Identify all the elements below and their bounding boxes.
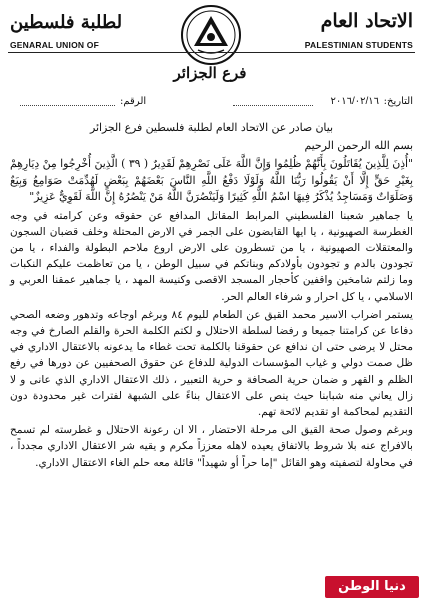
- number-label: الرقم:: [120, 96, 147, 107]
- letterhead: [0, 0, 423, 82]
- paragraph-hunger-strike: يستمر اضراب الاسير محمد القيق عن الطعام لليوم ٨٤ وبرغم اوجاعه وتدهور وضعه الصحي دفاعا عن كرامتنا جميعا و رفضا لسلطة الاحتلال و لكتم الكلمة الحرة والقلم الصارخ في وجه محتل لا يرضى حتى ان ندافع عن حقوقنا بالكلمة تحت غطاء ما يدعونه بالاعتقال الاداري في ظل صمت دولي و غياب المؤسسات الدولية للدفاع عن حقوق الصحفيين عن دورها في رفع الظلم و القهر و ضمان حرية الصحافة و حرية التعبير ، ذلك الاعتقال الاداري الذي عانى و لا زال يعاني منه شبابنا حيث ينص على الاعتقال بناءً على الشبهة لفترات غير محدودة دون التقديم لمحاكمة او تقديم لائحة تهم.: [10, 308, 414, 419]
- date-value: ٢٠١٦/٠٢/١٦: [330, 96, 379, 107]
- basmala: بسم الله الرحمن الرحيم: [304, 139, 413, 153]
- reference-row: [10, 96, 413, 112]
- statement-title: بيان صادر عن الاتحاد العام لطلبة فلسطين فرع الجزائر: [90, 121, 333, 134]
- letterhead-english-left: GENARAL UNION OF: [10, 40, 99, 50]
- letterhead-arabic-title: الاتحاد العام: [320, 10, 413, 32]
- paragraph-appeal: يا جماهير شعبنا الفلسطيني المرابط المقاتل المدافع عن حقوقه وعن كرامته في وجه الغطرسة الصهيونية ، يا ايها القابضون على الجمر في الارض المحتلة وخلف قضبان السجون والمعتقلات الصهيونية ، يا من تسطرون على الارض اروع ملاحم البطولة والفداء ، يا من تجودون بالدم و تجودون بأولادكم وبناتكم في سبيل الوطن ، يا من تعاظمت عليكم النكبات وما زلتم شامخين واقفين كأحجار المسجد الاقصى وكنيسة المهد ، يا جماهير عمقنا العربي و الاسلامي ، يا كل احرار و شرفاء العالم الحر.: [10, 209, 413, 303]
- paragraph-occupation: وبرغم وصول صحة القيق الى مرحلة الاحتضار ، الا ان رعونة الاحتلال و غطرسته لم تسمح بالافراج عنه بلا شروط بالاتفاق يعيده لاهله معززاً مكرم و يقيه شر الاعتقال الاداري مجدداً ، في محاولة لتصفيته وهو القائل "إما حراً أو شهيداً" قائلة معه حلم الغاء الاعتقال الاداري.: [10, 424, 413, 469]
- letterhead-english-right: PALESTINIAN STUDENTS: [304, 40, 413, 50]
- letterhead-arabic-union: لطلبة فلسطين: [10, 12, 123, 33]
- date-dotted-line: [233, 96, 313, 106]
- document-body: [10, 120, 413, 473]
- source-watermark: دنيا الوطن: [325, 576, 419, 598]
- branch-name: فرع الجزائر: [173, 64, 247, 82]
- letterhead-divider: [8, 52, 415, 53]
- date-label: التاريخ:: [383, 96, 413, 107]
- number-dotted-line: [20, 96, 115, 106]
- union-emblem-icon: [180, 4, 242, 66]
- quran-verse: "أُذِنَ لِلَّذِينَ يُقَاتَلُونَ بِأَنَّهُمْ ظُلِمُوا وَإِنَّ اللَّهَ عَلَى نَصْرِهِمْ لَقَدِيرٌ ( ٣٩ ) الَّذِينَ أُخْرِجُوا مِنْ دِيَارِهِمْ بِغَيْرِ حَقٍّ إِلَّا أَنْ يَقُولُوا رَبُّنَا اللَّهُ وَلَوْلَا دَفْعُ اللَّهِ النَّاسَ بَعْضَهُمْ بِبَعْضٍ لَهُدِّمَتْ صَوَامِعُ وَبِيَعٌ وَصَلَوَاتٌ وَمَسَاجِدُ يُذْكَرُ فِيهَا اسْمُ اللَّهِ كَثِيرًا وَلَيَنْصُرَنَّ اللَّهُ مَنْ يَنْصُرُهُ إِنَّ اللَّهَ لَقَوِيٌّ عَزِيزٌ": [10, 157, 413, 204]
